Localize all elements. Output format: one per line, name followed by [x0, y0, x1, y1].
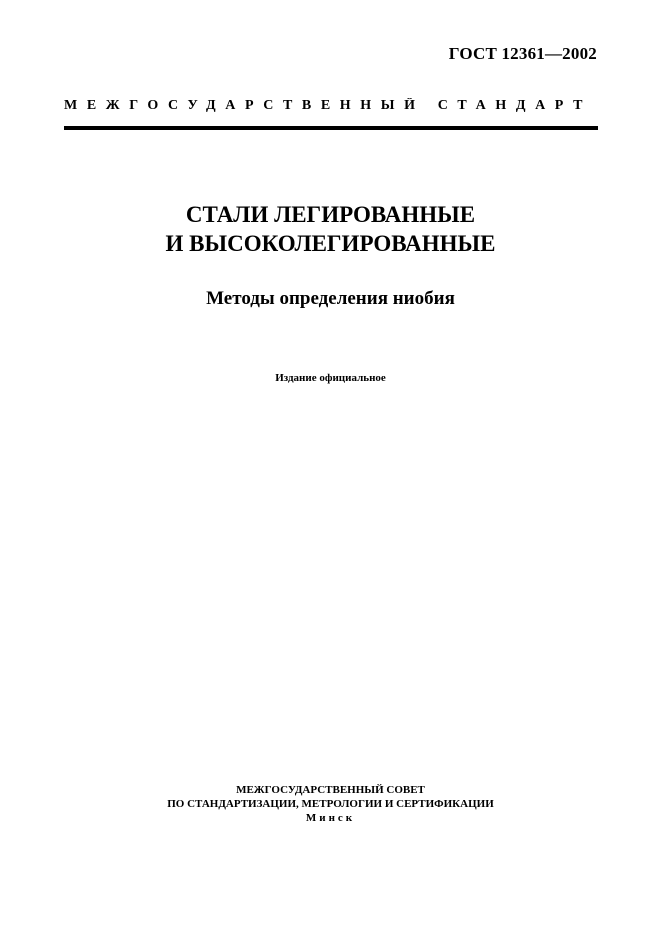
- publisher-block: [0, 783, 661, 825]
- header-divider: [64, 126, 598, 130]
- document-subtitle: Методы определения ниобия: [206, 288, 455, 309]
- document-title: [0, 200, 661, 258]
- title-line-2: И ВЫСОКОЛЕГИРОВАННЫЕ: [165, 231, 496, 256]
- edition-note: Издание официальное: [275, 372, 386, 384]
- publisher-city: Минск: [305, 812, 356, 824]
- title-line-1: СТАЛИ ЛЕГИРОВАННЫЕ: [185, 202, 476, 227]
- document-code: ГОСТ 12361—2002: [448, 44, 597, 63]
- publisher-line-2: ПО СТАНДАРТИЗАЦИИ, МЕТРОЛОГИИ И СЕРТИФИКАЦИИ: [167, 798, 494, 810]
- standard-type-label: МЕЖГОСУДАРСТВЕННЫЙ СТАНДАРТ: [64, 98, 593, 113]
- publisher-line-1: МЕЖГОСУДАРСТВЕННЫЙ СОВЕТ: [236, 784, 425, 796]
